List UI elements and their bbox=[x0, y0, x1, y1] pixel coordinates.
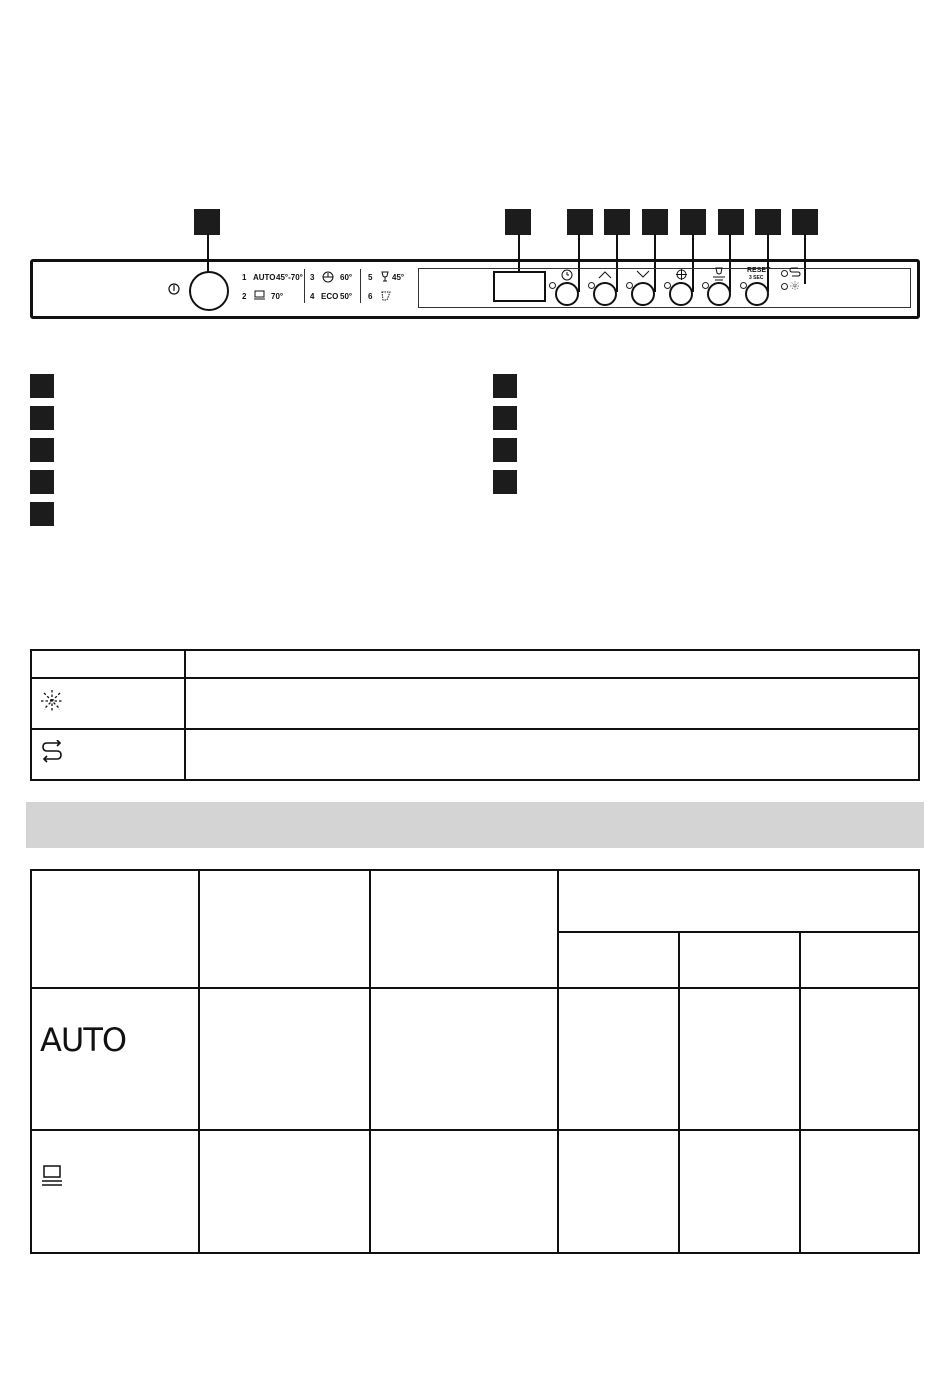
program-1-number: 1 bbox=[242, 273, 247, 282]
reset-label: RESET bbox=[747, 267, 771, 274]
program-4-number: 4 bbox=[310, 292, 315, 301]
program-4-temp: 50° bbox=[340, 292, 353, 301]
program-4-label: ECO bbox=[321, 292, 339, 301]
reset-sub-label: 3 SEC bbox=[749, 275, 764, 281]
program-6-number: 6 bbox=[368, 292, 373, 301]
program-divider bbox=[360, 269, 361, 303]
program-1-label: AUTO bbox=[253, 273, 276, 282]
delay-led bbox=[549, 282, 556, 289]
callout-marker-indicators bbox=[792, 209, 818, 235]
program-symbol-cell bbox=[31, 1130, 199, 1253]
salt-icon bbox=[789, 280, 801, 292]
rinse-aid-indicator-led bbox=[781, 270, 788, 277]
extra-options-icon bbox=[675, 268, 688, 281]
clock-icon bbox=[321, 271, 335, 283]
callout-marker-extra bbox=[680, 209, 706, 235]
legend-marker bbox=[30, 374, 54, 398]
arrow-up-icon bbox=[598, 270, 612, 279]
aqua-icon bbox=[712, 266, 726, 282]
program-table-subheader-cell bbox=[558, 932, 679, 988]
program-table-header-cell bbox=[558, 870, 919, 932]
program-table-header-cell bbox=[31, 870, 199, 988]
callout-marker-program-selector bbox=[194, 209, 220, 235]
legend-marker bbox=[30, 438, 54, 462]
program-3-temp: 60° bbox=[340, 273, 353, 282]
callout-marker-display bbox=[505, 209, 531, 235]
legend-marker bbox=[493, 374, 517, 398]
callout-marker-delay bbox=[567, 209, 593, 235]
indicator-icon-cell bbox=[31, 729, 185, 780]
program-table-cell bbox=[558, 988, 679, 1130]
program-table-cell bbox=[199, 988, 370, 1130]
rinse-icon bbox=[380, 290, 392, 302]
auto-program-label: AUTO bbox=[40, 1021, 127, 1059]
reset-button[interactable] bbox=[745, 282, 769, 306]
legend-marker bbox=[30, 470, 54, 494]
indicator-description-cell bbox=[185, 678, 919, 729]
section-heading-bar bbox=[26, 802, 924, 848]
salt-icon bbox=[40, 689, 64, 713]
program-table-cell bbox=[679, 1130, 800, 1253]
program-divider bbox=[304, 269, 305, 303]
program-5-number: 5 bbox=[368, 273, 373, 282]
down-button[interactable] bbox=[631, 282, 655, 306]
salt-indicator-led bbox=[781, 283, 788, 290]
callout-marker-up bbox=[604, 209, 630, 235]
program-table bbox=[30, 869, 920, 1254]
program-table-header-cell bbox=[199, 870, 370, 988]
program-table-cell bbox=[558, 1130, 679, 1253]
delay-start-button[interactable] bbox=[555, 282, 579, 306]
program-table-cell bbox=[370, 988, 558, 1130]
extra-options-button[interactable] bbox=[669, 282, 693, 306]
program-selector-knob[interactable] bbox=[189, 271, 229, 311]
power-icon bbox=[168, 283, 180, 295]
aqua-button[interactable] bbox=[707, 282, 731, 306]
program-table-cell bbox=[679, 988, 800, 1130]
legend-marker bbox=[30, 406, 54, 430]
pot-icon bbox=[40, 1163, 64, 1187]
program-table-cell bbox=[199, 1130, 370, 1253]
program-table-subheader-cell bbox=[679, 932, 800, 988]
legend-marker bbox=[30, 502, 54, 526]
program-table-subheader-cell bbox=[800, 932, 919, 988]
legend-marker bbox=[493, 470, 517, 494]
rinse-aid-icon bbox=[40, 740, 64, 764]
program-table-cell bbox=[800, 988, 919, 1130]
program-2-number: 2 bbox=[242, 292, 247, 301]
program-table-header-cell bbox=[370, 870, 558, 988]
indicator-description-cell bbox=[185, 729, 919, 780]
callout-marker-down bbox=[642, 209, 668, 235]
program-2-temp: 70° bbox=[271, 292, 284, 301]
glass-icon bbox=[380, 271, 390, 283]
rinse-aid-icon bbox=[789, 266, 801, 278]
indicator-table bbox=[30, 649, 920, 781]
program-1-temp: 45°-70° bbox=[276, 273, 303, 282]
callout-marker-reset bbox=[755, 209, 781, 235]
program-3-number: 3 bbox=[310, 273, 315, 282]
legend-marker bbox=[493, 438, 517, 462]
arrow-down-icon bbox=[636, 270, 650, 279]
delay-start-icon bbox=[560, 268, 574, 282]
program-symbol-cell bbox=[31, 988, 199, 1130]
program-5-temp: 45° bbox=[392, 273, 405, 282]
time-display bbox=[493, 271, 546, 302]
indicator-table-header-cell bbox=[31, 650, 185, 678]
indicator-icon-cell bbox=[31, 678, 185, 729]
callout-marker-aqua bbox=[718, 209, 744, 235]
indicator-table-header-cell bbox=[185, 650, 919, 678]
program-table-cell bbox=[800, 1130, 919, 1253]
up-button[interactable] bbox=[593, 282, 617, 306]
pot-icon bbox=[253, 290, 266, 301]
program-table-cell bbox=[370, 1130, 558, 1253]
legend-marker bbox=[493, 406, 517, 430]
